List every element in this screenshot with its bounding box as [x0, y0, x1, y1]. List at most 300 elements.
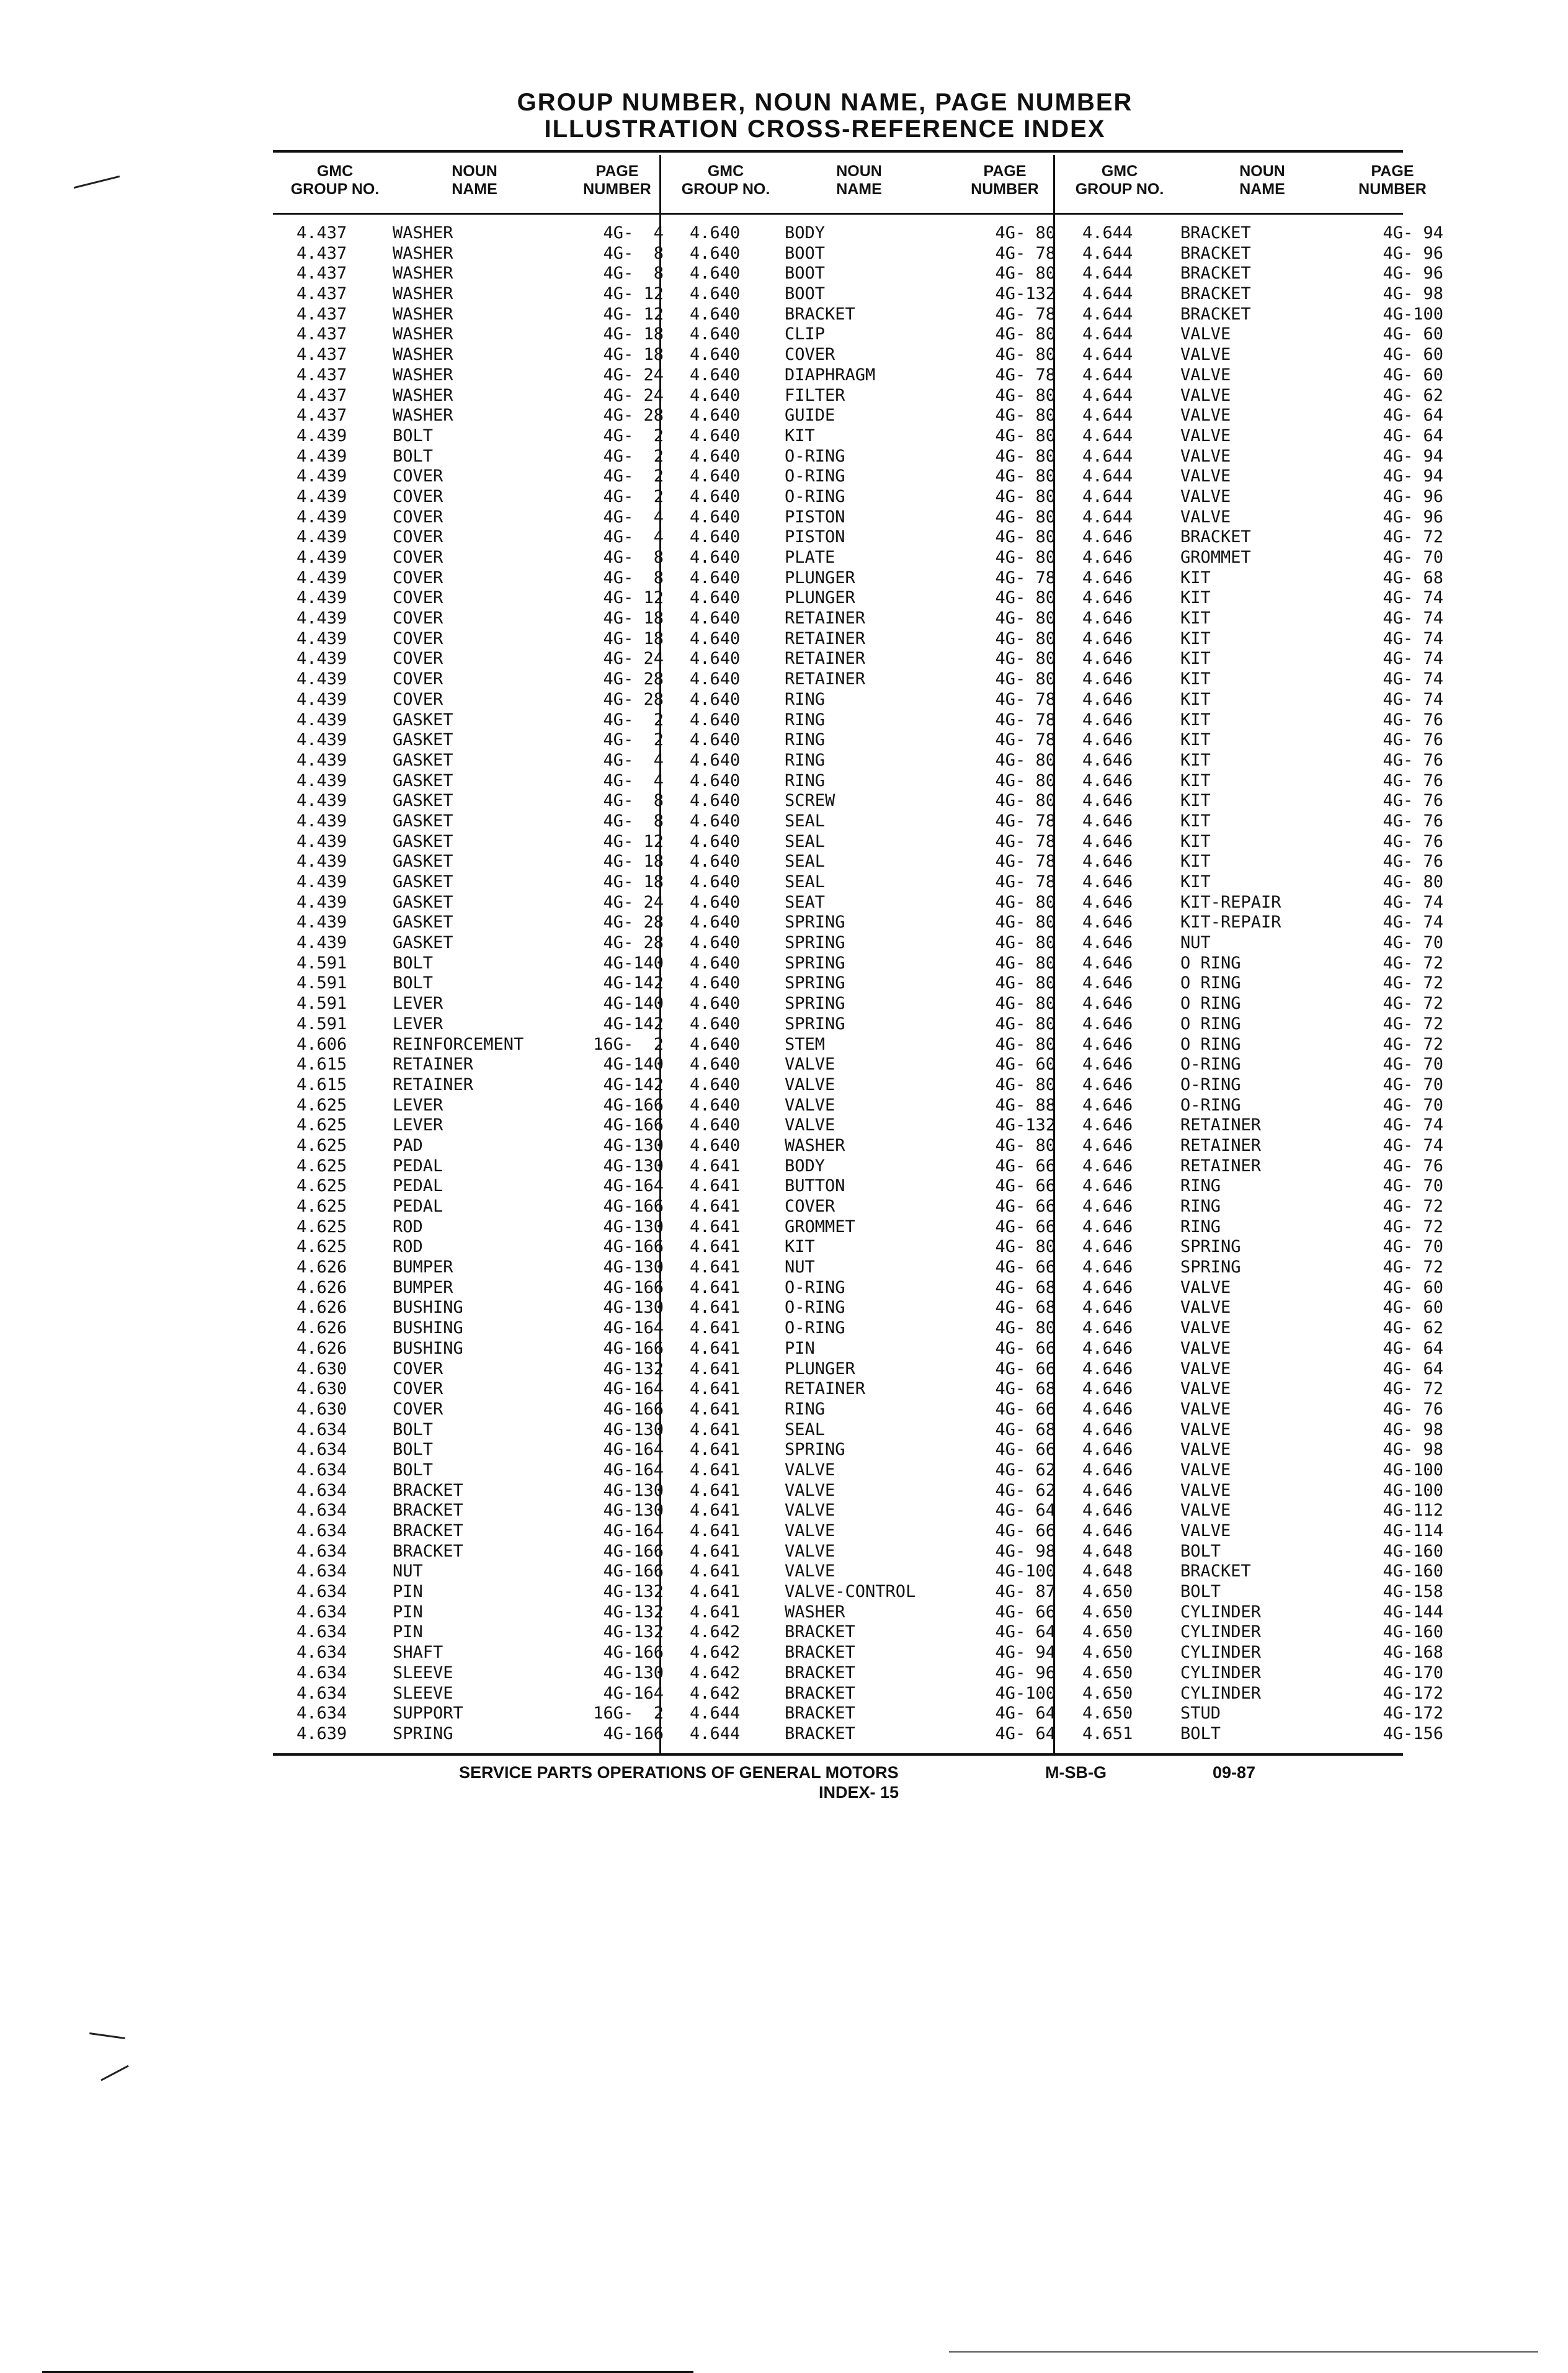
table-row [1082, 1075, 1443, 1096]
table-row [690, 1684, 1056, 1704]
page-number: 4G- 80 [995, 426, 1056, 445]
group-number: 4.640 [690, 1075, 741, 1094]
page-number: 4G- 98 [1383, 1419, 1443, 1439]
group-number: 4.591 [296, 973, 347, 993]
table-row [1082, 913, 1443, 933]
noun-name: VALVE [1180, 385, 1231, 405]
table-row [296, 710, 664, 731]
noun-name: PIN [393, 1622, 423, 1642]
page-number: 4G-166 [603, 1562, 664, 1581]
table-row [1082, 1096, 1443, 1116]
page-number: 4G- 18 [603, 345, 664, 365]
table-row [296, 771, 664, 792]
noun-name: BODY [785, 1156, 826, 1176]
page-number: 4G-164 [603, 1379, 664, 1399]
table-row [1082, 669, 1443, 690]
page-number: 4G- 72 [1383, 527, 1443, 547]
page-number: 4G-130 [603, 1419, 664, 1439]
page-number: 4G- 76 [1383, 791, 1443, 811]
noun-name: GASKET [393, 933, 453, 953]
noun-name: RING [1180, 1197, 1221, 1216]
page-number: 4G- 76 [1383, 730, 1443, 750]
table-row [296, 223, 664, 244]
table-row [296, 954, 664, 974]
page-number: 4G- 2 [603, 446, 664, 466]
group-number: 4.650 [1082, 1622, 1133, 1642]
noun-name: O RING [1180, 1014, 1241, 1034]
page-title-line-2: ILLUSTRATION CROSS-REFERENCE INDEX [544, 115, 1106, 143]
noun-name: BOLT [393, 1440, 434, 1460]
noun-name: BUSHING [393, 1338, 463, 1358]
group-number: 4.646 [1082, 1277, 1133, 1297]
group-number: 4.640 [690, 1014, 741, 1034]
page-number: 4G- 74 [1383, 588, 1443, 608]
table-row [1082, 365, 1443, 386]
table-row [1082, 345, 1443, 365]
noun-name: BRACKET [1180, 304, 1251, 324]
noun-name: WASHER [393, 385, 453, 405]
noun-name: GASKET [393, 852, 453, 872]
group-number: 4.644 [690, 1723, 741, 1743]
noun-name: VALVE [1180, 486, 1231, 506]
group-number: 4.641 [690, 1298, 741, 1318]
noun-name: LEVER [393, 1095, 443, 1115]
group-number: 4.644 [1082, 324, 1133, 344]
table-row [690, 690, 1056, 710]
group-number: 4.634 [296, 1562, 347, 1581]
page-number: 16G- 2 [593, 1034, 664, 1054]
table-row [1082, 1481, 1443, 1501]
page-number: 4G- 76 [1383, 811, 1443, 831]
page-number: 4G- 72 [1383, 1197, 1443, 1216]
group-number: 4.439 [296, 486, 347, 506]
group-number: 4.641 [690, 1521, 741, 1540]
noun-name: VALVE [785, 1541, 835, 1561]
table-row [296, 1379, 664, 1400]
page-number: 4G-140 [603, 953, 664, 973]
table-row [690, 954, 1056, 974]
table-row [690, 1014, 1056, 1035]
group-number: 4.644 [1082, 223, 1133, 243]
noun-name: RETAINER [785, 609, 866, 628]
noun-name: STEM [785, 1034, 826, 1054]
page-number: 4G-158 [1383, 1582, 1443, 1602]
page-number: 4G- 78 [995, 730, 1056, 750]
noun-name: SPRING [785, 994, 845, 1014]
page-number: 4G- 2 [603, 467, 664, 486]
page-number: 4G- 4 [603, 527, 664, 547]
group-number: 4.626 [296, 1298, 347, 1318]
noun-name: O-RING [785, 446, 845, 466]
noun-name: BUTTON [785, 1176, 845, 1196]
page-number: 4G-132 [995, 284, 1056, 304]
noun-name: SPRING [1180, 1237, 1241, 1257]
table-row [296, 426, 664, 447]
noun-name: RETAINER [785, 628, 866, 648]
table-row [690, 893, 1056, 913]
noun-name: CYLINDER [1180, 1663, 1262, 1683]
noun-name: COVER [393, 628, 443, 648]
group-number: 4.646 [1082, 1318, 1133, 1338]
table-row [296, 1217, 664, 1238]
page-number: 4G- 66 [995, 1399, 1056, 1419]
page-number: 4G-166 [603, 1541, 664, 1561]
page-number: 4G- 80 [995, 892, 1056, 912]
noun-name: O-RING [785, 1318, 845, 1338]
group-number: 4.439 [296, 852, 347, 872]
group-number: 4.640 [690, 385, 741, 405]
group-number: 4.646 [1082, 973, 1133, 993]
table-row [690, 1096, 1056, 1116]
table-row [690, 487, 1056, 507]
group-number: 4.650 [1082, 1582, 1133, 1602]
noun-name: BRACKET [785, 1723, 855, 1743]
header-group-3: GMC GROUP NO. [1075, 163, 1164, 198]
group-number: 4.439 [296, 548, 347, 567]
noun-name: BOLT [393, 446, 434, 466]
group-number: 4.650 [1082, 1704, 1133, 1723]
page-number: 4G- 24 [603, 892, 664, 912]
table-row [690, 730, 1056, 751]
table-row [296, 994, 664, 1014]
noun-name: RING [785, 750, 826, 770]
table-row [296, 1643, 664, 1663]
group-number: 4.640 [690, 467, 741, 486]
noun-name: KIT [1180, 588, 1211, 608]
page-number: 4G- 66 [995, 1156, 1056, 1176]
noun-name: VALVE [785, 1075, 835, 1094]
page-number: 4G- 18 [603, 852, 664, 872]
page-number: 4G- 80 [995, 913, 1056, 932]
table-row [1082, 1035, 1443, 1055]
noun-name: SPRING [1180, 1258, 1241, 1277]
page-number: 4G- 76 [1383, 710, 1443, 730]
group-number: 4.439 [296, 710, 347, 730]
page-number: 4G-100 [1383, 1460, 1443, 1480]
table-row [1082, 649, 1443, 669]
page-number: 4G- 80 [995, 750, 1056, 770]
noun-name: VALVE [785, 1460, 835, 1480]
noun-name: GASKET [393, 831, 453, 851]
noun-name: STUD [1180, 1704, 1221, 1723]
table-row [296, 284, 664, 305]
noun-name: VALVE [785, 1095, 835, 1115]
page-number: 4G-130 [603, 1258, 664, 1277]
group-number: 4.646 [1082, 1379, 1133, 1399]
group-number: 4.640 [690, 811, 741, 831]
page-number: 4G-170 [1383, 1663, 1443, 1683]
group-number: 4.634 [296, 1419, 347, 1439]
group-number: 4.641 [690, 1501, 741, 1521]
table-row [296, 406, 664, 426]
group-number: 4.646 [1082, 791, 1133, 811]
page-number: 4G-160 [1383, 1622, 1443, 1642]
page-number: 4G- 70 [1383, 933, 1443, 953]
table-row [690, 588, 1056, 609]
page-number: 4G-140 [603, 994, 664, 1014]
table-row [296, 264, 664, 284]
noun-name: RETAINER [1180, 1135, 1262, 1155]
table-row [690, 1501, 1056, 1521]
table-row [690, 264, 1056, 284]
group-number: 4.642 [690, 1622, 741, 1642]
noun-name: PIN [393, 1602, 423, 1622]
group-number: 4.641 [690, 1582, 741, 1602]
table-row [1082, 933, 1443, 954]
page-number: 4G- 72 [1383, 1379, 1443, 1399]
table-row [690, 1379, 1056, 1400]
header-noun-2: NOUN NAME [836, 163, 882, 198]
page-number: 4G- 64 [1383, 1338, 1443, 1358]
page-number: 4G-142 [603, 1075, 664, 1094]
table-row [1082, 507, 1443, 528]
group-number: 4.634 [296, 1704, 347, 1723]
noun-name: BRACKET [785, 1683, 855, 1703]
noun-name: KIT [1180, 689, 1211, 709]
noun-name: KIT [1180, 730, 1211, 750]
table-row [690, 669, 1056, 690]
noun-name: O-RING [785, 1277, 845, 1297]
noun-name: VALVE [1180, 1338, 1231, 1358]
page-number: 4G- 80 [995, 588, 1056, 608]
table-row [1082, 954, 1443, 974]
table-row [296, 791, 664, 811]
table-row [1082, 973, 1443, 994]
noun-name: BOLT [393, 426, 434, 445]
page-number: 4G- 28 [603, 933, 664, 953]
footer-page-number: INDEX- 15 [819, 1783, 899, 1802]
table-row [1082, 609, 1443, 629]
header-group-2: GMC GROUP NO. [681, 163, 770, 198]
group-number: 4.625 [296, 1217, 347, 1236]
table-row [1082, 730, 1443, 751]
group-number: 4.634 [296, 1521, 347, 1540]
group-number: 4.646 [1082, 568, 1133, 588]
noun-name: BOLT [1180, 1541, 1221, 1561]
group-number: 4.646 [1082, 892, 1133, 912]
page-number: 4G-172 [1383, 1683, 1443, 1703]
table-row [296, 1420, 664, 1441]
noun-name: KIT [1180, 568, 1211, 588]
group-number: 4.625 [296, 1156, 347, 1176]
table-row [296, 1521, 664, 1542]
group-number: 4.634 [296, 1480, 347, 1500]
group-number: 4.650 [1082, 1663, 1133, 1683]
index-column-1 [296, 223, 664, 1745]
noun-name: SEAL [785, 831, 826, 851]
page-number: 4G- 78 [995, 811, 1056, 831]
noun-name: BUMPER [393, 1258, 453, 1277]
page-number: 4G- 66 [995, 1359, 1056, 1379]
group-number: 4.644 [1082, 304, 1133, 324]
noun-name: PEDAL [393, 1176, 443, 1196]
page-number: 4G-166 [603, 1115, 664, 1135]
group-number: 4.646 [1082, 1419, 1133, 1439]
group-number: 4.641 [690, 1338, 741, 1358]
table-row [1082, 527, 1443, 548]
table-row [296, 832, 664, 852]
page-number: 4G-140 [603, 1055, 664, 1075]
table-row [690, 1339, 1056, 1359]
table-row [690, 791, 1056, 811]
table-row [690, 629, 1056, 650]
group-number: 4.640 [690, 750, 741, 770]
page-number: 4G- 80 [995, 1135, 1056, 1155]
table-row [296, 527, 664, 548]
table-row [296, 467, 664, 487]
header-page-1: PAGE NUMBER [583, 163, 651, 198]
table-row [296, 1663, 664, 1684]
table-row [690, 994, 1056, 1014]
table-row [296, 1258, 664, 1278]
noun-name: NUT [393, 1562, 423, 1581]
noun-name: WASHER [393, 304, 453, 324]
noun-name: PLUNGER [785, 568, 855, 588]
page-number: 4G- 66 [995, 1440, 1056, 1460]
table-row [296, 487, 664, 507]
group-number: 4.646 [1082, 730, 1133, 750]
noun-name: SEAL [785, 811, 826, 831]
table-row [690, 244, 1056, 264]
noun-name: VALVE [1180, 1277, 1231, 1297]
group-number: 4.439 [296, 750, 347, 770]
page-number: 4G- 66 [995, 1176, 1056, 1196]
group-number: 4.640 [690, 365, 741, 385]
table-row [690, 426, 1056, 447]
page-title-line-1: GROUP NUMBER, NOUN NAME, PAGE NUMBER [517, 89, 1133, 116]
noun-name: BRACKET [1180, 527, 1251, 547]
noun-name: O-RING [1180, 1075, 1241, 1094]
table-top-rule [273, 150, 1403, 153]
noun-name: SPRING [785, 953, 845, 973]
noun-name: BRACKET [1180, 264, 1251, 284]
group-number: 4.439 [296, 831, 347, 851]
group-number: 4.646 [1082, 1460, 1133, 1480]
page-number: 4G- 98 [1383, 1440, 1443, 1460]
group-number: 4.640 [690, 689, 741, 709]
page-number: 4G- 80 [995, 771, 1056, 790]
table-row [690, 1197, 1056, 1217]
table-row [1082, 588, 1443, 609]
group-number: 4.641 [690, 1480, 741, 1500]
page-number: 4G- 2 [603, 710, 664, 730]
group-number: 4.439 [296, 669, 347, 689]
noun-name: BUMPER [393, 1277, 453, 1297]
noun-name: CLIP [785, 324, 826, 344]
page-number: 4G- 80 [995, 609, 1056, 628]
table-row [1082, 223, 1443, 244]
page-number: 4G-114 [1383, 1521, 1443, 1540]
table-row [296, 447, 664, 467]
noun-name: CYLINDER [1180, 1602, 1262, 1622]
page-number: 4G- 80 [995, 507, 1056, 527]
table-row [1082, 1542, 1443, 1562]
group-number: 4.640 [690, 406, 741, 426]
group-number: 4.615 [296, 1075, 347, 1094]
group-number: 4.641 [690, 1156, 741, 1176]
group-number: 4.640 [690, 872, 741, 892]
page-number: 4G- 74 [1383, 689, 1443, 709]
page-number: 4G- 28 [603, 669, 664, 689]
group-number: 4.439 [296, 649, 347, 669]
page-number: 4G- 78 [995, 852, 1056, 872]
noun-name: BOLT [1180, 1582, 1221, 1602]
noun-name: RING [785, 771, 826, 790]
table-row [296, 751, 664, 771]
page-number: 4G- 96 [1383, 486, 1443, 506]
page-number: 4G- 66 [995, 1258, 1056, 1277]
group-number: 4.646 [1082, 1480, 1133, 1500]
scan-bottom-line-right [949, 2351, 1538, 2353]
page-number: 4G- 4 [603, 223, 664, 243]
group-number: 4.437 [296, 243, 347, 263]
table-row [1082, 1318, 1443, 1339]
page-number: 4G- 74 [1383, 669, 1443, 689]
noun-name: RING [1180, 1176, 1221, 1196]
noun-name: BRACKET [1180, 284, 1251, 304]
group-number: 4.644 [1082, 467, 1133, 486]
noun-name: VALVE [1180, 467, 1231, 486]
footer-code: M-SB-G [1045, 1763, 1107, 1782]
table-row [296, 1115, 664, 1136]
noun-name: PISTON [785, 527, 845, 547]
page-number: 4G-132 [603, 1602, 664, 1622]
group-number: 4.646 [1082, 609, 1133, 628]
page-number: 16G- 2 [593, 1704, 664, 1723]
group-number: 4.644 [1082, 345, 1133, 365]
page-number: 4G- 96 [1383, 243, 1443, 263]
group-number: 4.646 [1082, 1399, 1133, 1419]
noun-name: RING [785, 710, 826, 730]
group-number: 4.591 [296, 1014, 347, 1034]
group-number: 4.625 [296, 1135, 347, 1155]
noun-name: O RING [1180, 1034, 1241, 1054]
noun-name: BRACKET [785, 304, 855, 324]
group-number: 4.641 [690, 1277, 741, 1297]
group-number: 4.437 [296, 304, 347, 324]
page-number: 4G- 80 [995, 223, 1056, 243]
page-number: 4G-164 [603, 1683, 664, 1703]
noun-name: VALVE [1180, 1318, 1231, 1338]
page-number: 4G-132 [995, 1115, 1056, 1135]
table-row [690, 1663, 1056, 1684]
page-number: 4G-130 [603, 1156, 664, 1176]
page-number: 4G- 80 [995, 527, 1056, 547]
page-number: 4G-130 [603, 1217, 664, 1236]
page-number: 4G- 80 [995, 953, 1056, 973]
noun-name: BOOT [785, 243, 826, 263]
noun-name: REINFORCEMENT [393, 1034, 524, 1054]
noun-name: KIT [1180, 710, 1211, 730]
page-number: 4G- 2 [603, 426, 664, 445]
table-row [690, 1521, 1056, 1542]
page-number: 4G-130 [603, 1663, 664, 1683]
group-number: 4.640 [690, 892, 741, 912]
table-row [690, 649, 1056, 669]
noun-name: GASKET [393, 710, 453, 730]
page-number: 4G- 70 [1383, 1075, 1443, 1094]
table-row [690, 1075, 1056, 1096]
noun-name: O-RING [785, 467, 845, 486]
group-number: 4.437 [296, 324, 347, 344]
scan-mark-left-2 [89, 2032, 125, 2039]
noun-name: COVER [393, 1379, 443, 1399]
table-row [690, 305, 1056, 325]
page-number: 4G- 80 [995, 994, 1056, 1014]
table-row [690, 1156, 1056, 1177]
noun-name: PLUNGER [785, 1359, 855, 1379]
table-row [296, 852, 664, 872]
